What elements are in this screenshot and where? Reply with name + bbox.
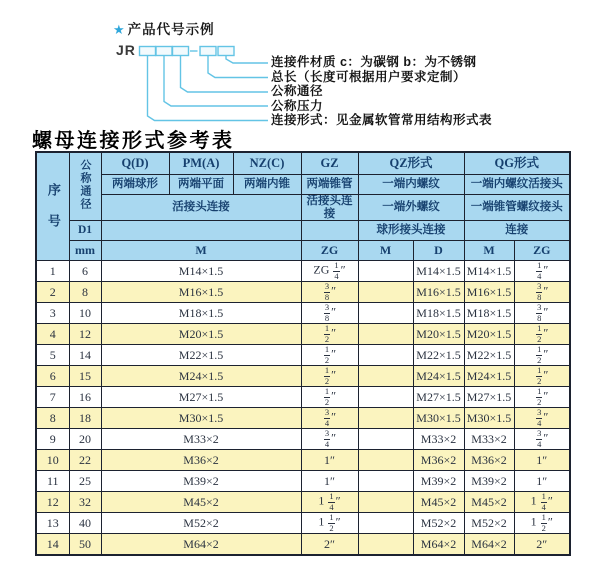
- cell-qz-d: M52×2: [413, 513, 464, 534]
- cell-dn: 8: [69, 282, 101, 303]
- cell-gz: $\frac{1}{2}$ ″: [301, 366, 358, 387]
- cell-dn: 18: [69, 408, 101, 429]
- cell-qz-d: M24×1.5: [413, 366, 464, 387]
- header-qz-end2: 一端外螺纹: [358, 195, 464, 221]
- cell-qg-m: M39×2: [464, 471, 514, 492]
- cell-m: M30×1.5: [101, 408, 301, 429]
- cell-seq: 5: [36, 345, 69, 366]
- cell-dn: 20: [69, 429, 101, 450]
- code-box-2: [156, 47, 172, 56]
- header-d1: D1: [69, 221, 101, 241]
- header-nzc-ends: 两端内锥: [233, 175, 301, 195]
- cell-qg-zg: $\frac{1}{2}$ ″: [514, 345, 570, 366]
- cell-qg-m: M27×1.5: [464, 387, 514, 408]
- cell-seq: 8: [36, 408, 69, 429]
- col-header-pma: PM(A): [169, 152, 233, 175]
- cell-gz: ZG $\frac{1}{4}$ ″: [301, 261, 358, 282]
- cell-qz-d: M18×1.5: [413, 303, 464, 324]
- code-box-5: [218, 47, 234, 56]
- cell-seq: 10: [36, 450, 69, 471]
- diagram-title-text: 产品代号示例: [127, 22, 215, 37]
- col-header-qz: QZ形式: [358, 152, 464, 175]
- table-row: [36, 513, 570, 534]
- table-row: [36, 471, 570, 492]
- cell-seq: 12: [36, 492, 69, 513]
- cell-qz-d: M16×1.5: [413, 282, 464, 303]
- cell-qz-d: M20×1.5: [413, 324, 464, 345]
- cell-qg-m: M45×2: [464, 492, 514, 513]
- cell-m: M22×1.5: [101, 345, 301, 366]
- table-row: [36, 261, 570, 282]
- cell-dn: 25: [69, 471, 101, 492]
- cell-qg-zg: 1″: [514, 471, 570, 492]
- cell-qg-zg: $\frac{1}{4}$ ″: [514, 261, 570, 282]
- cell-qg-m: M14×1.5: [464, 261, 514, 282]
- cell-qz-m: [358, 261, 413, 282]
- header-gz-ends: 两端锥管: [301, 175, 358, 195]
- header-qg-connection: 连接: [464, 221, 570, 241]
- product-code-prefix: JR: [116, 42, 136, 58]
- cell-dn: 50: [69, 534, 101, 556]
- cell-m: M27×1.5: [101, 387, 301, 408]
- cell-gz: $\frac{3}{4}$ ″: [301, 408, 358, 429]
- header-empty-left: [101, 221, 301, 241]
- cell-gz: $\frac{1}{2}$ ″: [301, 345, 358, 366]
- nut-connection-table: [35, 151, 571, 556]
- col-header-seq-label: 序号: [45, 182, 61, 245]
- table-row: [36, 408, 570, 429]
- cell-qg-zg: 1″: [514, 450, 570, 471]
- cell-qg-zg: 1 $\frac{1}{2}$ ″: [514, 513, 570, 534]
- cell-m: M20×1.5: [101, 324, 301, 345]
- cell-dn: 15: [69, 366, 101, 387]
- table-row: [36, 429, 570, 450]
- cell-qz-m: [358, 324, 413, 345]
- cell-qg-m: M33×2: [464, 429, 514, 450]
- diagram-label-material: 连接件材质 c：为碳钢 b：为不锈钢: [271, 55, 477, 69]
- cell-m: M64×2: [101, 534, 301, 556]
- header-zg: ZG: [301, 241, 358, 261]
- cell-m: M18×1.5: [101, 303, 301, 324]
- cell-qz-m: [358, 366, 413, 387]
- cell-gz: $\frac{3}{8}$ ″: [301, 303, 358, 324]
- cell-seq: 11: [36, 471, 69, 492]
- connector-line-1: [226, 56, 268, 63]
- cell-qz-d: M33×2: [413, 429, 464, 450]
- cell-gz: 1 $\frac{1}{4}$ ″: [301, 492, 358, 513]
- header-qg-end2: 一端锥管螺纹接头: [464, 195, 570, 221]
- cell-qg-m: M18×1.5: [464, 303, 514, 324]
- header-mm: mm: [69, 241, 101, 261]
- cell-qz-d: M36×2: [413, 450, 464, 471]
- connector-line-3: [181, 56, 269, 92]
- cell-m: M39×2: [101, 471, 301, 492]
- cell-qz-d: M39×2: [413, 471, 464, 492]
- cell-seq: 14: [36, 534, 69, 556]
- cell-qz-m: [358, 534, 413, 556]
- cell-qz-m: [358, 429, 413, 450]
- col-header-qg: QG形式: [464, 152, 570, 175]
- col-header-dn-label: 公称通径: [79, 158, 92, 211]
- cell-dn: 40: [69, 513, 101, 534]
- cell-qz-m: [358, 450, 413, 471]
- table-row: [36, 324, 570, 345]
- table-row: [36, 282, 570, 303]
- cell-dn: 14: [69, 345, 101, 366]
- cell-qg-zg: $\frac{3}{8}$ ″: [514, 282, 570, 303]
- table-row: [36, 366, 570, 387]
- cell-m: M24×1.5: [101, 366, 301, 387]
- cell-qz-m: [358, 387, 413, 408]
- cell-qz-m: [358, 492, 413, 513]
- col-header-nzc: NZ(C): [233, 152, 301, 175]
- connector-line-2: [208, 56, 268, 78]
- header-empty-gz: [301, 221, 358, 241]
- cell-m: M52×2: [101, 513, 301, 534]
- table-row: [36, 387, 570, 408]
- cell-qz-m: [358, 408, 413, 429]
- header-union-connection: 活接头连接: [101, 195, 301, 221]
- cell-m: M33×2: [101, 429, 301, 450]
- cell-qz-d: M64×2: [413, 534, 464, 556]
- cell-qz-m: [358, 303, 413, 324]
- cell-qz-m: [358, 513, 413, 534]
- diagram-label-length: 总长（长度可根据用户要求定制）: [271, 69, 467, 84]
- cell-gz: 2″: [301, 534, 358, 556]
- table-row: [36, 303, 570, 324]
- cell-qg-zg: 2″: [514, 534, 570, 556]
- header-qz-connection: 球形接头连接: [358, 221, 464, 241]
- cell-qz-d: M22×1.5: [413, 345, 464, 366]
- table-body: [36, 261, 570, 556]
- cell-gz: 1 $\frac{1}{2}$ ″: [301, 513, 358, 534]
- header-qg-zg: ZG: [514, 241, 570, 261]
- star-icon: ★: [113, 22, 126, 37]
- cell-qz-d: M14×1.5: [413, 261, 464, 282]
- cell-m: M14×1.5: [101, 261, 301, 282]
- diagram-label-pressure: 公称压力: [271, 98, 324, 113]
- cell-dn: 16: [69, 387, 101, 408]
- cell-dn: 32: [69, 492, 101, 513]
- cell-gz: $\frac{1}{2}$ ″: [301, 324, 358, 345]
- cell-dn: 22: [69, 450, 101, 471]
- col-header-gz: GZ: [301, 152, 358, 175]
- diagram-label-diameter: 公称通径: [271, 84, 324, 98]
- cell-m: M36×2: [101, 450, 301, 471]
- header-qd-ends: 两端球形: [101, 175, 169, 195]
- header-qz-m: M: [358, 241, 413, 261]
- header-gz-connection: 活接头连接: [301, 195, 358, 221]
- cell-seq: 1: [36, 261, 69, 282]
- cell-m: M16×1.5: [101, 282, 301, 303]
- cell-gz: $\frac{3}{4}$ ″: [301, 429, 358, 450]
- table-header: [36, 152, 570, 261]
- col-header-dn: [69, 152, 101, 221]
- cell-qg-zg: $\frac{3}{8}$ ″: [514, 303, 570, 324]
- cell-qz-m: [358, 471, 413, 492]
- cell-qg-m: M16×1.5: [464, 282, 514, 303]
- col-header-qd: Q(D): [101, 152, 169, 175]
- cell-seq: 6: [36, 366, 69, 387]
- header-qg-end1: 一端内螺纹活接头: [464, 175, 570, 195]
- cell-qg-m: M52×2: [464, 513, 514, 534]
- cell-seq: 13: [36, 513, 69, 534]
- header-qz-end1: 一端内螺纹: [358, 175, 464, 195]
- cell-dn: 10: [69, 303, 101, 324]
- cell-gz: 1″: [301, 450, 358, 471]
- cell-seq: 7: [36, 387, 69, 408]
- header-m: M: [101, 241, 301, 261]
- cell-qg-zg: 1 $\frac{1}{4}$ ″: [514, 492, 570, 513]
- cell-qg-m: M22×1.5: [464, 345, 514, 366]
- cell-qg-zg: $\frac{3}{4}$ ″: [514, 429, 570, 450]
- table-row: [36, 534, 570, 556]
- cell-qg-zg: $\frac{3}{4}$ ″: [514, 408, 570, 429]
- cell-seq: 9: [36, 429, 69, 450]
- cell-gz: $\frac{3}{8}$ ″: [301, 282, 358, 303]
- cell-qg-m: M30×1.5: [464, 408, 514, 429]
- code-box-3: [173, 47, 189, 56]
- code-box-1: [140, 47, 156, 56]
- cell-seq: 4: [36, 324, 69, 345]
- cell-dn: 6: [69, 261, 101, 282]
- table-row: [36, 450, 570, 471]
- cell-qz-d: M45×2: [413, 492, 464, 513]
- cell-gz: 1″: [301, 471, 358, 492]
- cell-qg-zg: $\frac{1}{2}$ ″: [514, 324, 570, 345]
- cell-qg-zg: $\frac{1}{2}$ ″: [514, 366, 570, 387]
- header-pma-ends: 两端平面: [169, 175, 233, 195]
- cell-m: M45×2: [101, 492, 301, 513]
- cell-qg-m: M36×2: [464, 450, 514, 471]
- header-qg-m: M: [464, 241, 514, 261]
- table-row: [36, 345, 570, 366]
- cell-qz-d: M27×1.5: [413, 387, 464, 408]
- table-title: 螺母连接形式参考表: [32, 128, 235, 152]
- cell-gz: $\frac{1}{2}$ ″: [301, 387, 358, 408]
- cell-qz-d: M30×1.5: [413, 408, 464, 429]
- cell-seq: 2: [36, 282, 69, 303]
- code-box-4: [200, 47, 216, 56]
- cell-qz-m: [358, 282, 413, 303]
- cell-qg-zg: $\frac{1}{2}$ ″: [514, 387, 570, 408]
- col-header-seq: [36, 152, 69, 261]
- cell-qg-m: M20×1.5: [464, 324, 514, 345]
- cell-qg-m: M64×2: [464, 534, 514, 556]
- diagram-label-connection: 连接形式：见金属软管常用结构形式表: [271, 113, 493, 127]
- header-qz-d: D: [413, 241, 464, 261]
- cell-dn: 12: [69, 324, 101, 345]
- cell-seq: 3: [36, 303, 69, 324]
- table-row: [36, 492, 570, 513]
- cell-qz-m: [358, 345, 413, 366]
- cell-qg-m: M24×1.5: [464, 366, 514, 387]
